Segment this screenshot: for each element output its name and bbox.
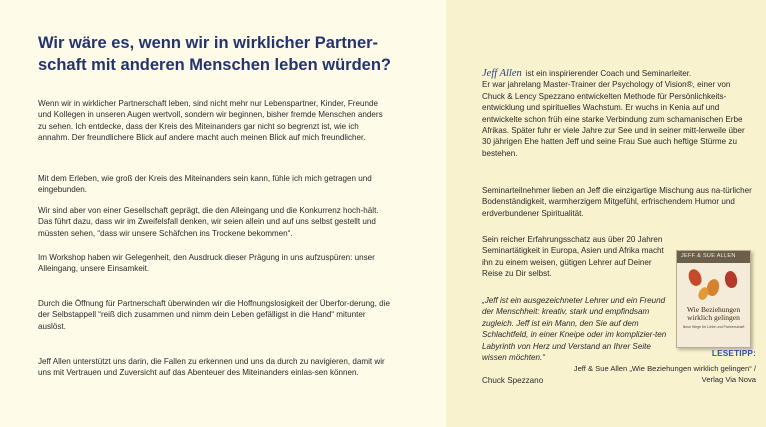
- title-line-2: schaft mit anderen Menschen leben würden?: [38, 56, 391, 74]
- footprint-icon: [724, 270, 739, 289]
- paragraph-3: Wir sind aber von einer Gesellschaft geprägt, die den Alleingang und die Konkurrenz hoch-hält. Das führt dazu, dass wir im Zweifelsfall denken, wir seien allein und auf uns selbst gestellt und müssten sehen, “dass wir unsere Schäfchen ins Trockene bekommen“.: [38, 206, 379, 238]
- testimonial-quote: „Jeff ist ein ausgezeichneter Lehrer und ein Freund der Menschheit: kreativ, stark und empfindsam zugleich. Jeff ist ein Mann, den Sie auf dem Schlachtfeld, in einer Kneipe oder im komplizier-ten Labyrinth von Herz und Verstand an Ihrer Seite wissen möchten.“: [482, 296, 667, 363]
- paragraph-6: Jeff Allen unterstützt uns darin, die Fallen zu erkennen und uns da durch zu navigieren, damit wir uns mit Vertrauen und Zuversicht auf das Abenteuer des Miteinanders einlas-sen können.: [38, 357, 385, 378]
- paragraph-2: Mit dem Erleben, wie groß der Kreis des Miteinanders sein kann, fühle ich mich getragen und eingebunden.: [38, 174, 372, 195]
- page-title: [38, 32, 438, 76]
- bio-paragraph-2: Seminarteilnehmer lieben an Jeff die einzigartige Mischung aus na-türlicher Bodenständigkeit, warmherzigem Mitgefühl, erfrischendem Humor und erdverbundener Spiritualität.: [482, 186, 752, 218]
- paragraph-4: Im Workshop haben wir Gelegenheit, den Ausdruck dieser Prägung in uns aufzuspüren: unser Alleingang, unsere Einsamkeit.: [38, 253, 375, 274]
- bio-paragraph-3: Sein reicher Erfahrungsschatz aus über 20 Jahren Seminartätigkeit in Europa, Asien und Afrika macht ihn zu einem weisen, gütigen Lehrer auf Deiner Reise zu Dir selbst.: [482, 235, 664, 279]
- jeff-allen-signature: Jeff Allen: [482, 68, 522, 79]
- paragraph-5: Durch die Öffnung für Partnerschaft überwinden wir die Hoffnungslosigkeit der Überfor-derung, die der Selbstappell “reiß dich zusammen und nimm dein Leben gefälligst in die Hand“ mitunter auslöst.: [38, 299, 390, 331]
- book-title: Wie Beziehungen wirklich gelingen: [686, 305, 741, 322]
- book-cover: [676, 250, 751, 348]
- bio-continuation: Er war jahrelang Master-Trainer der Psychology of Vision®, einer von Chuck & Lency Spezzano entwickelten Methode für Persönlichkeits-entwicklung und spirituelles Wachstum. Er wuchs in Kenia auf und entwickelte schon früh eine starke Verbindung zum schamanischen Erbe Afrikas. Später fuhr er viele Jahre zur See und in seiner mitt-lerweile über 30 jährigen Ehe hatten Jeff und seine Frau Sue auch heftige Stürme zu bestehen.: [482, 80, 745, 158]
- lesetipp-label: LESETIPP:: [711, 349, 756, 358]
- book-caption: Jeff & Sue Allen „Wie Beziehungen wirklich gelingen“ / Verlag Via Nova: [573, 364, 756, 384]
- book-subtitle: Neue Wege für Liebe und Partnerschaft: [682, 325, 745, 329]
- title-line-1: Wir wäre es, wenn wir in wirklicher Partner-: [38, 34, 379, 52]
- bio-paragraph-1: [482, 68, 754, 159]
- bio-intro: ist ein inspirierender Coach und Seminarleiter.: [525, 69, 692, 78]
- footprint-icon: [686, 267, 703, 287]
- paragraph-1: Wenn wir in wirklicher Partnerschaft leben, sind nicht mehr nur Lebenspartner, Kinder, Freunde und Kollegen in unseren Augen wertvoll, sondern wir beginnen, bisher fremde Menschen anders zu sehen. Ich entdecke, dass der Kreis des Miteinanders gar nicht so begrenzt ist, wie ich annahm. Der freundlichere Blick auf andere macht auch meinen Blick auf mich freundlicher.: [38, 99, 383, 143]
- quote-author: Chuck Spezzano: [482, 376, 544, 385]
- book-author: JEFF & SUE ALLEN: [681, 253, 736, 259]
